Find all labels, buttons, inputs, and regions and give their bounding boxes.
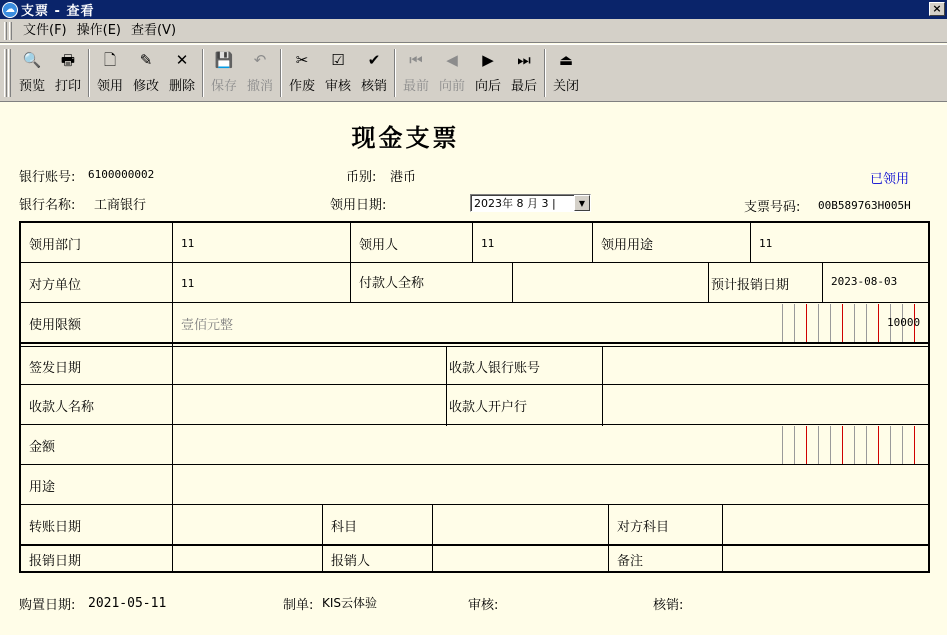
limit-value: 10000	[887, 316, 921, 329]
toolbar-button-label: 删除	[168, 79, 195, 94]
auditor-label: 审核:	[468, 598, 499, 613]
limit-words-field[interactable]: 壹佰元整	[181, 317, 234, 333]
amount-label: 金额	[29, 439, 56, 455]
toolbar-button-last[interactable]	[506, 49, 542, 99]
payer-field[interactable]	[513, 263, 708, 303]
preview-icon: 🔍	[22, 51, 42, 69]
dept-field[interactable]: 11	[181, 236, 195, 250]
digit-cell	[818, 426, 830, 464]
digit-cell	[902, 426, 914, 464]
issue-date-label: 签发日期	[29, 360, 82, 376]
menu-bar	[0, 19, 947, 43]
first-icon: ⏮	[409, 51, 423, 69]
window-title: 支票 - 查看	[21, 4, 95, 19]
toolbar-separator	[202, 49, 204, 97]
payee-name-field[interactable]	[173, 385, 446, 425]
digit-cell	[866, 426, 878, 464]
claim-date-label: 报销日期	[29, 554, 82, 569]
digit-cell	[866, 304, 878, 342]
digit-cell	[806, 426, 818, 464]
menu-file[interactable]: 文件(F)	[23, 22, 67, 38]
toolbar-button-label: 向前	[438, 79, 465, 94]
toolbar-button-label: 向后	[474, 79, 501, 94]
toolbar-button-audit[interactable]	[320, 49, 356, 99]
cheque-grid	[19, 221, 930, 573]
toolbar-separator	[544, 49, 546, 97]
toolbar-button-preview[interactable]	[14, 49, 50, 99]
bank-name-value: 工商银行	[94, 198, 147, 213]
toolbar-button-label: 修改	[132, 79, 159, 94]
counterparty-field[interactable]: 11	[181, 276, 195, 290]
user-field[interactable]: 11	[481, 236, 495, 250]
toolbar-button-label: 最后	[510, 79, 537, 94]
digit-cell	[818, 304, 830, 342]
amount-field[interactable]	[173, 425, 781, 465]
est-date-label: 预计报销日期	[711, 277, 790, 293]
toolbar-button-new-doc[interactable]	[92, 49, 128, 99]
page-title: 现金支票	[351, 123, 460, 152]
exit-icon: ⏏	[558, 51, 574, 69]
cheque-no-value: 00B589763H005H	[818, 199, 911, 212]
delete-icon: ✕	[175, 51, 189, 69]
verifier-label: 核销:	[653, 598, 684, 613]
payee-account-field[interactable]	[603, 347, 928, 385]
purpose-field[interactable]: 11	[759, 236, 773, 250]
edit-icon: ✎	[139, 51, 153, 69]
toolbar-button-label: 最前	[402, 79, 429, 94]
toolbar-button-label: 领用	[96, 79, 123, 94]
subject-label: 科目	[331, 519, 358, 535]
cheque-view	[0, 102, 947, 635]
purchase-date-value: 2021-05-11	[88, 596, 167, 611]
toolbar-button-label: 关闭	[552, 79, 579, 94]
prev-icon: ◀	[446, 51, 458, 69]
toolbar-button-save[interactable]	[206, 49, 242, 99]
toolbar-button-undo[interactable]	[242, 49, 278, 99]
spellcheck-icon: ✔	[367, 51, 381, 69]
digit-cell	[794, 426, 806, 464]
use-date-value[interactable]: 2023年 8 月 3 |	[474, 197, 556, 210]
toolbar-button-label: 核销	[360, 79, 387, 94]
last-icon: ⏭	[517, 51, 531, 69]
payee-account-label: 收款人银行账号	[449, 360, 541, 376]
opposite-subject-label: 对方科目	[617, 519, 670, 535]
digit-cell	[782, 426, 794, 464]
toolbar-button-delete[interactable]	[164, 49, 200, 99]
usage-field[interactable]	[173, 465, 928, 505]
subject-field[interactable]	[433, 505, 608, 545]
digit-cell	[842, 304, 854, 342]
toolbar-button-exit[interactable]	[548, 49, 584, 99]
claimer-field[interactable]	[433, 546, 608, 573]
digit-cell	[782, 304, 794, 342]
transfer-date-field[interactable]	[173, 505, 322, 545]
payee-bank-field[interactable]	[603, 385, 928, 425]
use-date-label: 领用日期:	[330, 198, 387, 213]
toolbar-separator	[394, 49, 396, 97]
print-icon: 🖶	[60, 51, 76, 69]
toolbar-grip[interactable]	[8, 49, 11, 97]
toolbar-button-edit[interactable]	[128, 49, 164, 99]
toolbar-separator	[280, 49, 282, 97]
void-icon: ✂	[295, 51, 309, 69]
transfer-date-label: 转账日期	[29, 519, 82, 535]
undo-icon: ↶	[253, 51, 267, 69]
toolbar	[0, 44, 947, 102]
digit-cell	[842, 426, 854, 464]
toolbar-separator	[88, 49, 90, 97]
bank-account-value: 6100000002	[88, 168, 155, 181]
usage-label: 用途	[29, 479, 56, 495]
digit-cell	[806, 304, 818, 342]
currency-label: 币别:	[346, 170, 377, 185]
digit-cell	[914, 426, 926, 464]
toolbar-button-label: 作废	[288, 79, 315, 94]
maker-value: KIS云体验	[322, 596, 378, 610]
digit-cell	[890, 426, 902, 464]
toolbar-button-label: 预览	[18, 79, 45, 94]
next-icon: ▶	[482, 51, 494, 69]
digit-cell	[794, 304, 806, 342]
payee-bank-label: 收款人开户行	[449, 399, 528, 415]
cheque-no-label: 支票号码:	[744, 200, 801, 215]
user-label: 领用人	[359, 237, 399, 253]
bank-account-label: 银行账号:	[19, 170, 76, 185]
toolbar-button-label: 审核	[324, 79, 351, 94]
digit-cell	[878, 426, 890, 464]
status-badge: 已领用	[870, 172, 910, 187]
remark-field[interactable]	[723, 546, 928, 573]
title-bar	[0, 0, 947, 19]
menubar-grip[interactable]	[9, 22, 12, 40]
toolbar-button-first[interactable]	[398, 49, 434, 99]
est-date-field[interactable]: 2023-08-03	[831, 274, 898, 288]
issue-date-field[interactable]	[173, 347, 446, 385]
app-icon: ☁	[2, 2, 18, 18]
digit-cell	[854, 304, 866, 342]
payee-name-label: 收款人名称	[29, 399, 95, 415]
amount-digit-grid	[782, 426, 926, 464]
menu-view[interactable]: 查看(V)	[130, 22, 177, 38]
use-date-picker[interactable]	[470, 194, 591, 212]
opposite-subject-field[interactable]	[723, 505, 928, 545]
save-icon: 💾	[214, 51, 234, 69]
counterparty-label: 对方单位	[29, 277, 82, 293]
purchase-date-label: 购置日期:	[19, 598, 76, 613]
currency-value: 港币	[390, 170, 417, 185]
limit-label: 使用限额	[29, 317, 82, 333]
menu-operate[interactable]: 操作(E)	[76, 22, 121, 38]
digit-cell	[830, 304, 842, 342]
toolbar-button-label: 打印	[54, 79, 81, 94]
toolbar-button-prev[interactable]	[434, 49, 470, 99]
claimer-label: 报销人	[331, 554, 371, 569]
dropdown-arrow-icon[interactable]: ▼	[574, 195, 590, 211]
toolbar-button-label: 保存	[210, 79, 237, 94]
bank-name-label: 银行名称:	[19, 198, 76, 213]
new-doc-icon: 🗋	[103, 51, 117, 69]
remark-label: 备注	[617, 554, 644, 569]
audit-icon: ☑	[331, 51, 345, 69]
toolbar-button-label: 撤消	[246, 79, 273, 94]
digit-cell	[854, 426, 866, 464]
dept-label: 领用部门	[29, 237, 82, 253]
toolbar-button-spellcheck[interactable]	[356, 49, 392, 99]
toolbar-button-print[interactable]	[50, 49, 86, 99]
toolbar-grip[interactable]	[4, 49, 7, 97]
maker-label: 制单:	[283, 598, 314, 613]
digit-cell	[830, 426, 842, 464]
toolbar-button-next[interactable]	[470, 49, 506, 99]
toolbar-button-void[interactable]	[284, 49, 320, 99]
close-window-button[interactable]: ×	[929, 2, 945, 16]
menubar-grip[interactable]	[4, 22, 7, 40]
claim-date-field[interactable]	[173, 546, 322, 573]
purpose-label: 领用用途	[601, 237, 654, 253]
payer-label: 付款人全称	[359, 275, 425, 291]
